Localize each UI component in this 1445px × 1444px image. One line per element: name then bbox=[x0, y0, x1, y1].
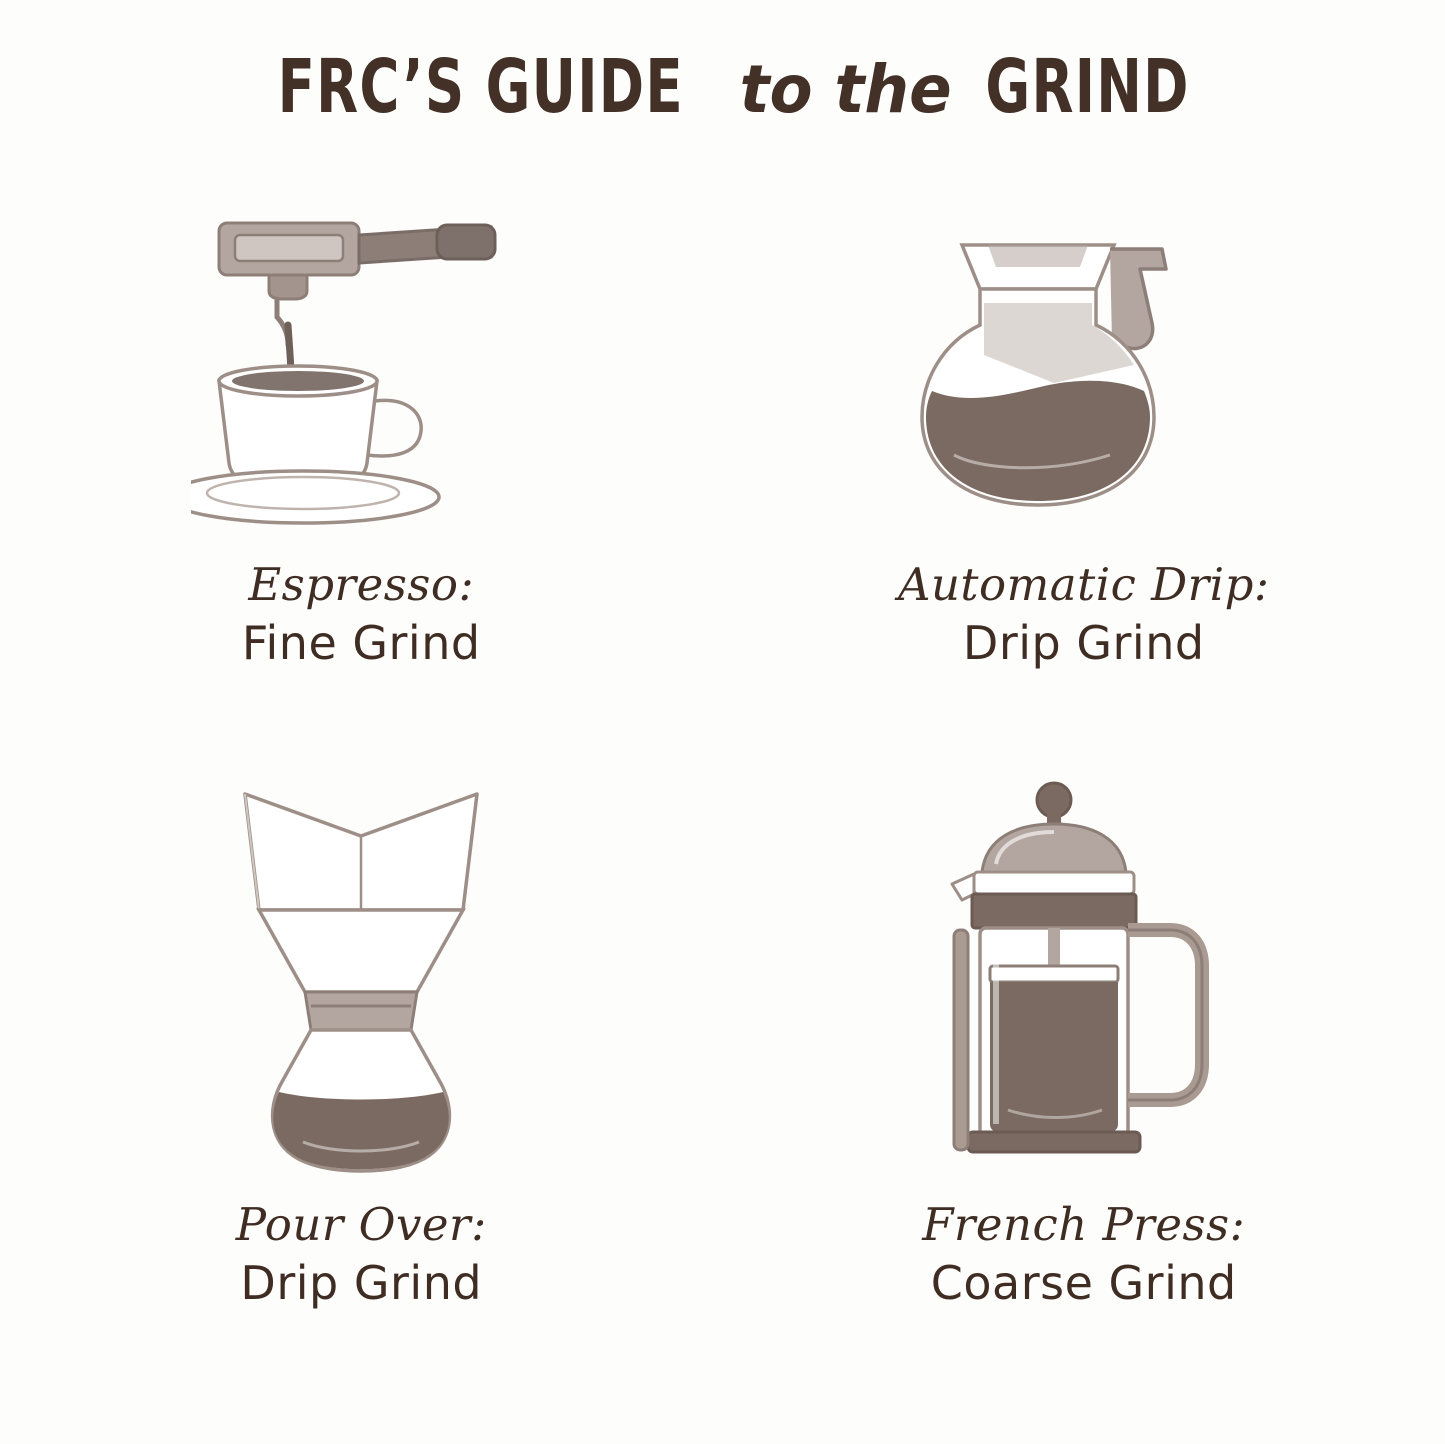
french-press-icon bbox=[934, 815, 1234, 1145]
method-card-automatic-drip bbox=[723, 190, 1445, 805]
method-name: Automatic Drip: bbox=[897, 558, 1270, 611]
title-part-2: to the bbox=[739, 51, 952, 128]
method-name: Pour Over: bbox=[235, 1198, 487, 1251]
method-name: Espresso: bbox=[248, 558, 475, 611]
caption-pour-over bbox=[236, 1200, 487, 1310]
method-card-pour-over bbox=[0, 805, 723, 1420]
caption-french-press bbox=[922, 1200, 1245, 1310]
method-grind: Coarse Grind bbox=[930, 1256, 1237, 1311]
page-title bbox=[0, 44, 1445, 130]
method-card-espresso bbox=[0, 190, 723, 805]
espresso-machine-cup-icon bbox=[191, 200, 531, 530]
title-part-1: FRC’S GUIDE bbox=[277, 44, 684, 130]
pour-over-chemex-icon bbox=[211, 815, 511, 1145]
method-name: French Press: bbox=[922, 1198, 1246, 1251]
title-part-3: GRIND bbox=[985, 44, 1190, 130]
caption-espresso bbox=[242, 560, 481, 670]
drip-coffee-carafe-icon bbox=[914, 200, 1254, 530]
method-card-french-press bbox=[723, 805, 1445, 1420]
method-grind: Fine Grind bbox=[241, 616, 481, 671]
method-grind: Drip Grind bbox=[240, 1256, 483, 1311]
method-grind: Drip Grind bbox=[962, 616, 1205, 671]
caption-automatic-drip bbox=[898, 560, 1270, 670]
methods-grid bbox=[0, 190, 1445, 1420]
